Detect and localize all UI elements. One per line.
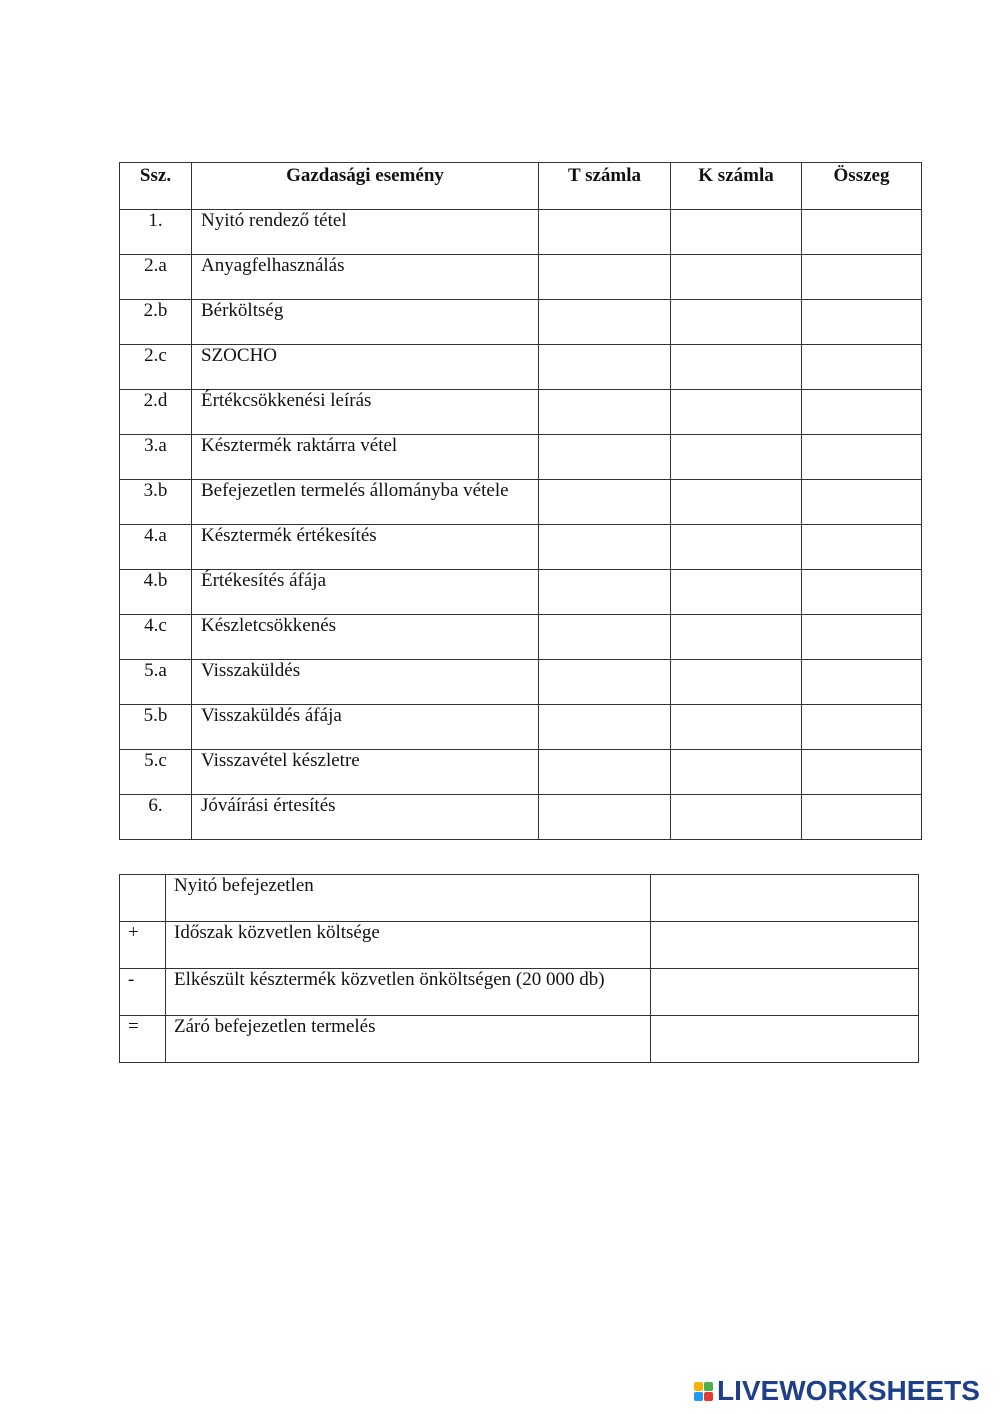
debit-account-cell[interactable] [539, 705, 671, 750]
table-row [120, 525, 922, 570]
header-economic-event: Gazdasági esemény [192, 163, 539, 210]
row-event-description: Késztermék raktárra vétel [192, 435, 539, 480]
debit-account-cell[interactable] [539, 750, 671, 795]
row-number: 3.b [120, 480, 192, 525]
amount-cell[interactable] [802, 300, 922, 345]
header-amount: Összeg [802, 163, 922, 210]
table-row [120, 480, 922, 525]
summary-value-cell[interactable] [651, 1016, 919, 1063]
debit-account-cell[interactable] [539, 390, 671, 435]
table-row [120, 210, 922, 255]
credit-account-cell[interactable] [671, 300, 802, 345]
table-row [120, 705, 922, 750]
credit-account-cell[interactable] [671, 660, 802, 705]
row-event-description: Nyitó rendező tétel [192, 210, 539, 255]
summary-row [120, 1016, 919, 1063]
credit-account-cell[interactable] [671, 210, 802, 255]
table-row [120, 390, 922, 435]
summary-row [120, 922, 919, 969]
row-number: 2.a [120, 255, 192, 300]
row-event-description: Visszaküldés [192, 660, 539, 705]
row-number: 5.b [120, 705, 192, 750]
logo-mark-icon [694, 1382, 713, 1401]
accounting-events-table [119, 162, 922, 840]
debit-account-cell[interactable] [539, 480, 671, 525]
row-event-description: Készletcsökkenés [192, 615, 539, 660]
row-number: 3.a [120, 435, 192, 480]
summary-value-cell[interactable] [651, 922, 919, 969]
debit-account-cell[interactable] [539, 345, 671, 390]
debit-account-cell[interactable] [539, 300, 671, 345]
row-event-description: Befejezetlen termelés állományba vétele [192, 480, 539, 525]
amount-cell[interactable] [802, 345, 922, 390]
amount-cell[interactable] [802, 435, 922, 480]
summary-value-cell[interactable] [651, 875, 919, 922]
amount-cell[interactable] [802, 255, 922, 300]
amount-cell[interactable] [802, 660, 922, 705]
logo-mark-square [694, 1382, 703, 1391]
header-debit-account: T számla [539, 163, 671, 210]
row-event-description: Visszavétel készletre [192, 750, 539, 795]
table-row [120, 570, 922, 615]
credit-account-cell[interactable] [671, 570, 802, 615]
row-number: 2.c [120, 345, 192, 390]
logo-mark-square [694, 1392, 703, 1401]
table-row [120, 255, 922, 300]
table-row [120, 435, 922, 480]
header-credit-account: K számla [671, 163, 802, 210]
credit-account-cell[interactable] [671, 705, 802, 750]
row-event-description: Anyagfelhasználás [192, 255, 539, 300]
liveworksheets-logo [694, 1376, 990, 1406]
credit-account-cell[interactable] [671, 615, 802, 660]
debit-account-cell[interactable] [539, 615, 671, 660]
amount-cell[interactable] [802, 210, 922, 255]
row-number: 5.c [120, 750, 192, 795]
row-event-description: Értékesítés áfája [192, 570, 539, 615]
debit-account-cell[interactable] [539, 435, 671, 480]
work-in-progress-summary-table [119, 874, 919, 1063]
credit-account-cell[interactable] [671, 750, 802, 795]
row-number: 4.b [120, 570, 192, 615]
amount-cell[interactable] [802, 390, 922, 435]
logo-mark-square [704, 1392, 713, 1401]
logo-brand-text: LIVEWORKSHEETS [717, 1375, 980, 1406]
amount-cell[interactable] [802, 795, 922, 840]
credit-account-cell[interactable] [671, 255, 802, 300]
table-row [120, 615, 922, 660]
row-event-description: Késztermék értékesítés [192, 525, 539, 570]
summary-value-cell[interactable] [651, 969, 919, 1016]
credit-account-cell[interactable] [671, 480, 802, 525]
row-number: 1. [120, 210, 192, 255]
row-number: 6. [120, 795, 192, 840]
credit-account-cell[interactable] [671, 390, 802, 435]
debit-account-cell[interactable] [539, 525, 671, 570]
row-event-description: Értékcsökkenési leírás [192, 390, 539, 435]
summary-operator: - [120, 969, 166, 1016]
debit-account-cell[interactable] [539, 795, 671, 840]
row-number: 2.b [120, 300, 192, 345]
table-row [120, 750, 922, 795]
debit-account-cell[interactable] [539, 570, 671, 615]
summary-label: Nyitó befejezetlen [166, 875, 651, 922]
header-number: Ssz. [120, 163, 192, 210]
summary-operator: + [120, 922, 166, 969]
credit-account-cell[interactable] [671, 795, 802, 840]
row-number: 4.c [120, 615, 192, 660]
row-event-description: Visszaküldés áfája [192, 705, 539, 750]
table-row [120, 300, 922, 345]
debit-account-cell[interactable] [539, 660, 671, 705]
table-header-row [120, 163, 922, 210]
amount-cell[interactable] [802, 570, 922, 615]
credit-account-cell[interactable] [671, 525, 802, 570]
summary-operator [120, 875, 166, 922]
amount-cell[interactable] [802, 750, 922, 795]
summary-row [120, 875, 919, 922]
summary-row [120, 969, 919, 1016]
table-row [120, 795, 922, 840]
row-event-description: Jóváírási értesítés [192, 795, 539, 840]
table-row [120, 660, 922, 705]
credit-account-cell[interactable] [671, 345, 802, 390]
row-number: 5.a [120, 660, 192, 705]
summary-label: Záró befejezetlen termelés [166, 1016, 651, 1063]
row-event-description: SZOCHO [192, 345, 539, 390]
table-row [120, 345, 922, 390]
amount-cell[interactable] [802, 525, 922, 570]
summary-label: Időszak közvetlen költsége [166, 922, 651, 969]
amount-cell[interactable] [802, 615, 922, 660]
debit-account-cell[interactable] [539, 255, 671, 300]
summary-operator: = [120, 1016, 166, 1063]
summary-label: Elkészült késztermék közvetlen önköltségen (20 000 db) [166, 969, 651, 1016]
row-number: 2.d [120, 390, 192, 435]
credit-account-cell[interactable] [671, 435, 802, 480]
amount-cell[interactable] [802, 480, 922, 525]
logo-mark-square [704, 1382, 713, 1391]
debit-account-cell[interactable] [539, 210, 671, 255]
row-number: 4.a [120, 525, 192, 570]
row-event-description: Bérköltség [192, 300, 539, 345]
amount-cell[interactable] [802, 705, 922, 750]
